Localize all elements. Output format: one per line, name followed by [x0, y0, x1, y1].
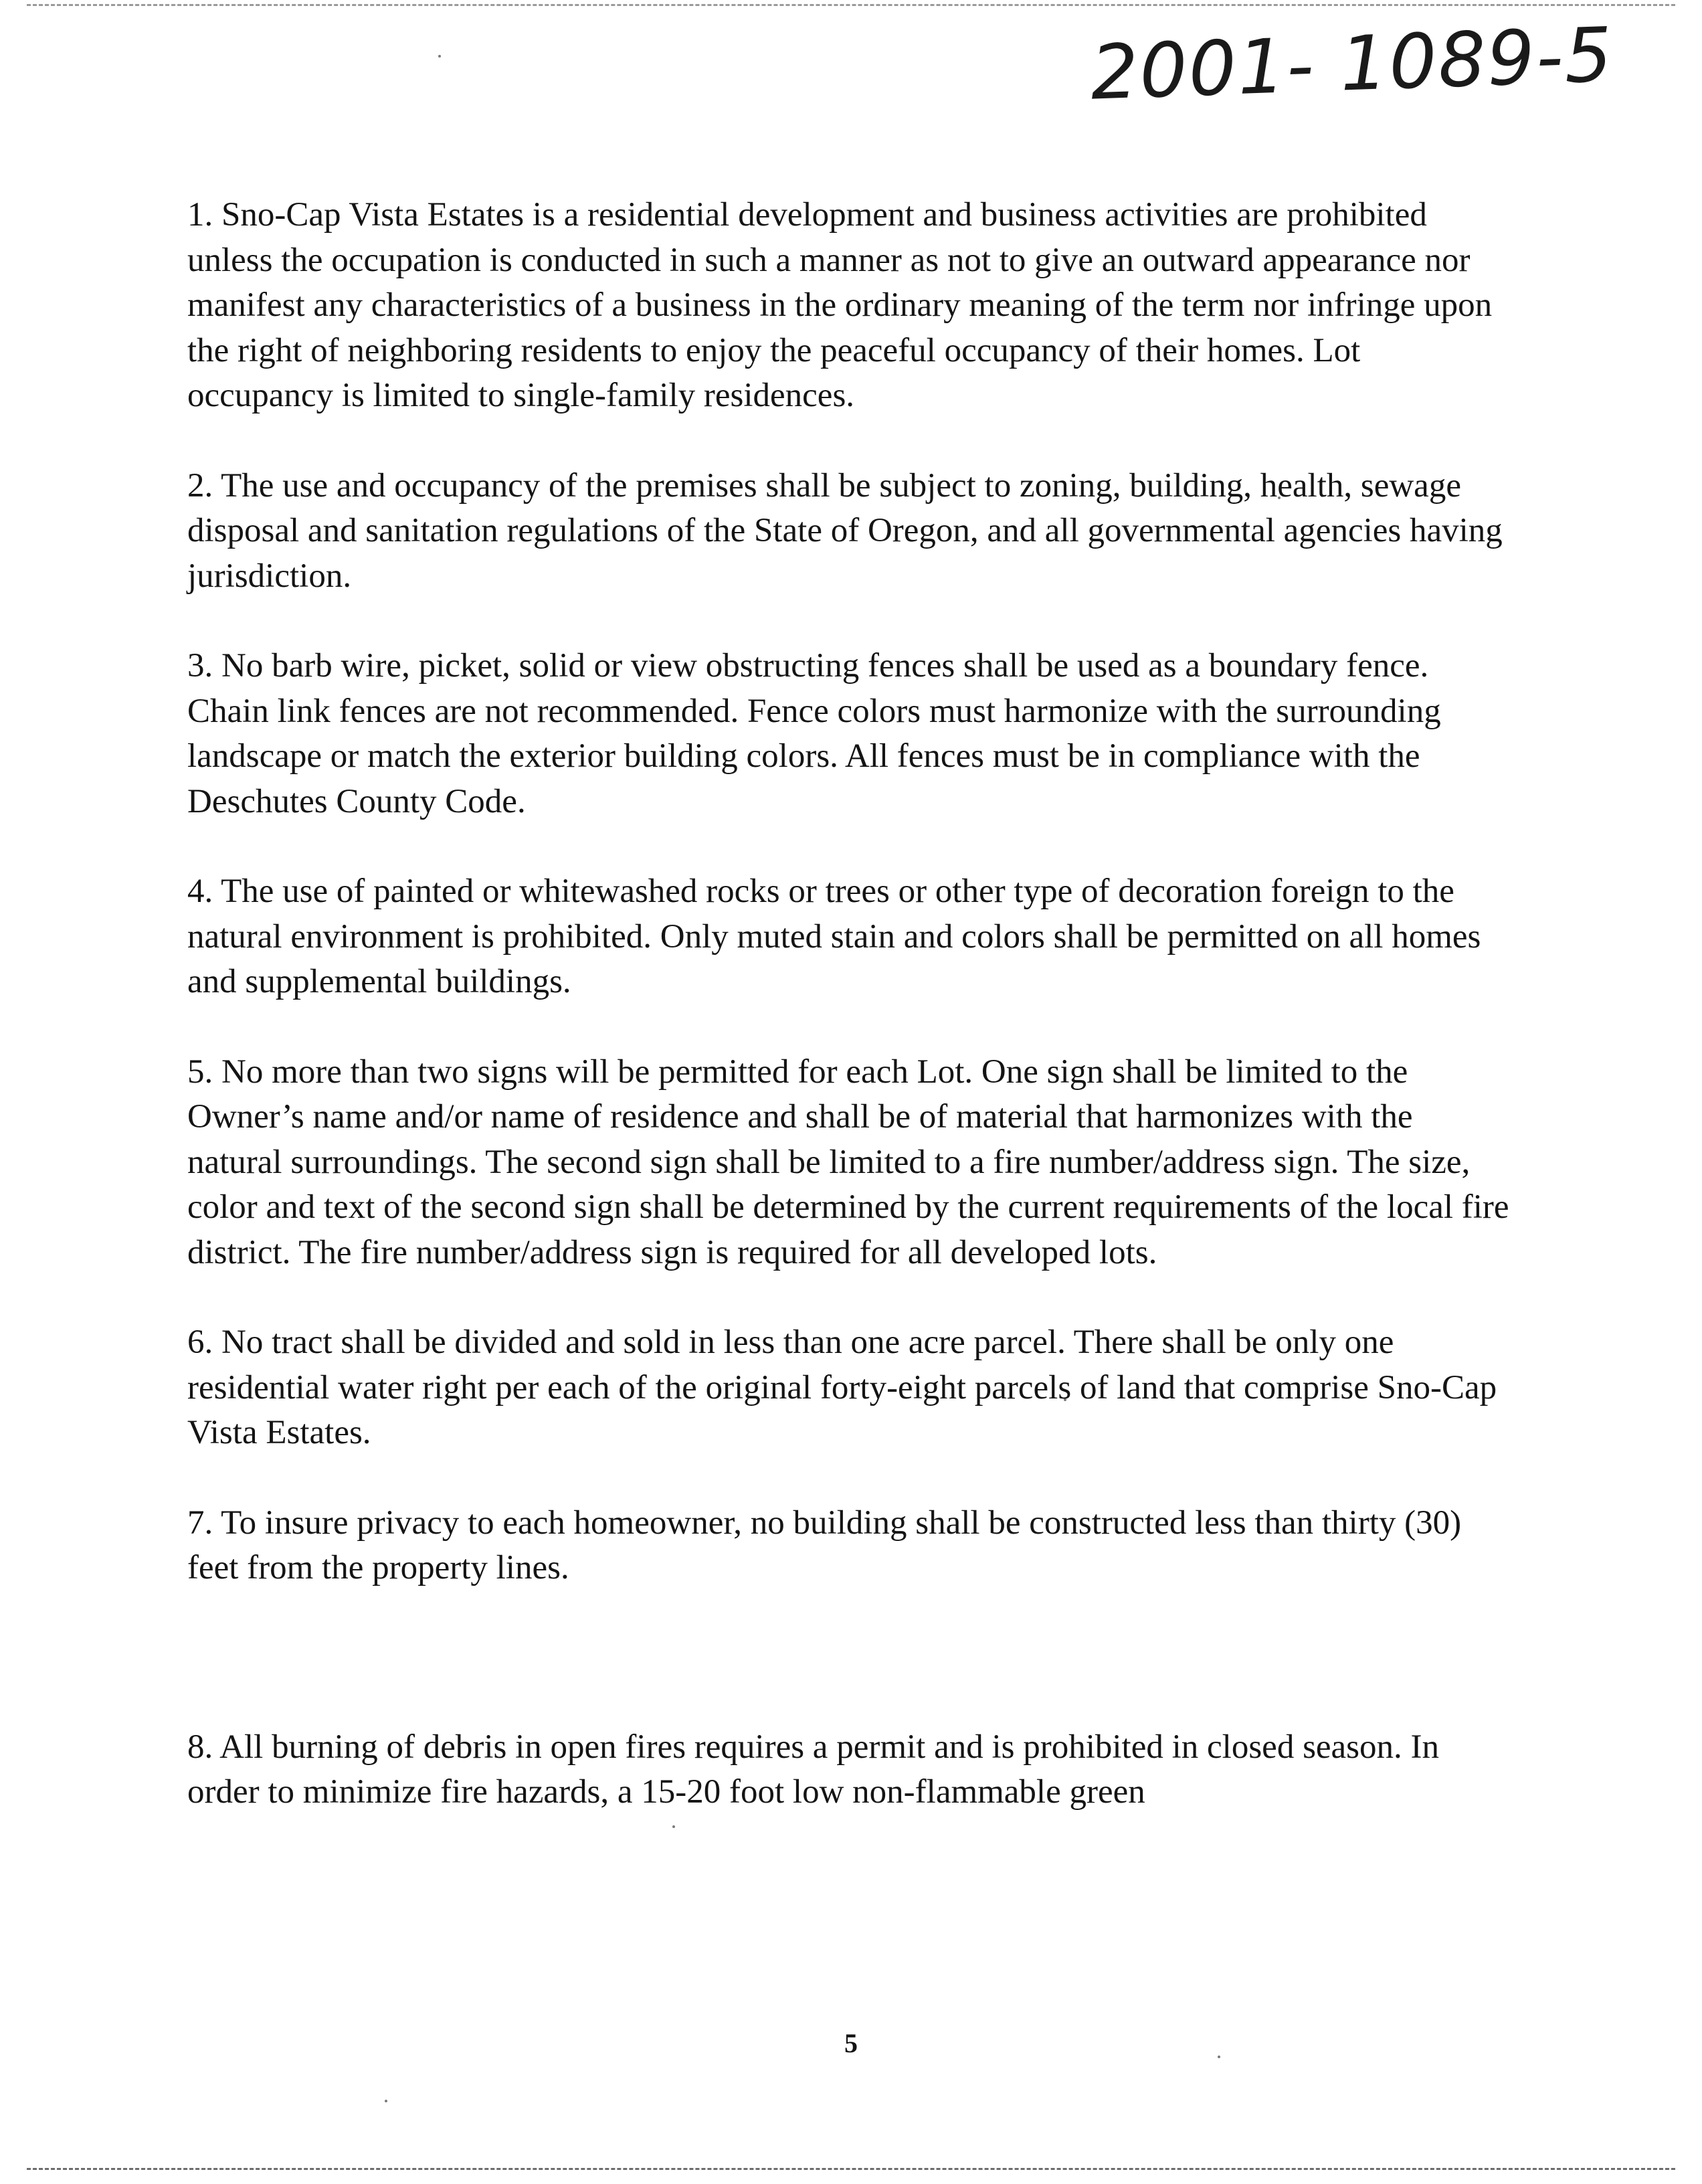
paragraph-3: 3. No barb wire, picket, solid or view obstructing fences shall be used as a boundary fence. Chain link fences are not recommended. Fence colors must harmonize with the surrounding landscape or match the exterior building colors. All fences must be in compliance with the Deschutes County Code. — [187, 647, 1441, 820]
paragraph-8: 8. All burning of debris in open fires requires a permit and is prohibited in closed season. In order to minimize fire hazards, a 15-20 foot low non-flammable green — [187, 1728, 1440, 1811]
paragraph-5: 5. No more than two signs will be permitted for each Lot. One sign shall be limited to the Owner’s name and/or name of residence and shall be of material that harmonizes with the natural surroundings. The second sign shall be limited to a fire number/address sign. The size, color and text of the second sign shall be determined by the current requirements of the local fire district. The fire number/address sign is required for all developed lots. — [187, 1053, 1509, 1271]
scan-edge-bottom — [27, 2168, 1675, 2170]
paragraph-6: 6. No tract shall be divided and sold in less than one acre parcel. There shall be only one residential water right per each of the original forty-eight parcels of land that comprise Sno-Cap Vista Estates. — [187, 1324, 1497, 1451]
covenants-text — [187, 193, 1512, 1860]
paragraph-2: 2. The use and occupancy of the premises shall be subject to zoning, building, health, sewage disposal and sanitation regulations of the State of Oregon, and all governmental agencies having jurisdiction. — [187, 466, 1503, 595]
paragraph-1: 1. Sno-Cap Vista Estates is a residential development and business activities are prohibited unless the occupation is conducted in such a manner as not to give an outward appearance nor manifest any characteristics of a business in the ordinary meaning of the term nor infringe upon the right of neighboring residents to enjoy the peaceful occupancy of their homes. Lot occupancy is limited to single-family residences. — [187, 196, 1493, 414]
scan-edge-top — [27, 4, 1675, 6]
scan-speck — [438, 55, 441, 58]
page-number: 5 — [844, 2028, 858, 2058]
scan-speck — [385, 2100, 387, 2102]
handwritten-document-number: 2001- 1089-5 — [1089, 11, 1615, 117]
paragraph-4: 4. The use of painted or whitewashed rocks or trees or other type of decoration foreign to the natural environment is prohibited. Only muted stain and colors shall be permitted on all homes and supplemental buildings. — [187, 873, 1481, 1000]
paragraph-7: 7. To insure privacy to each homeowner, no building shall be constructed less than thirty (30) feet from the property lines. — [187, 1504, 1462, 1586]
